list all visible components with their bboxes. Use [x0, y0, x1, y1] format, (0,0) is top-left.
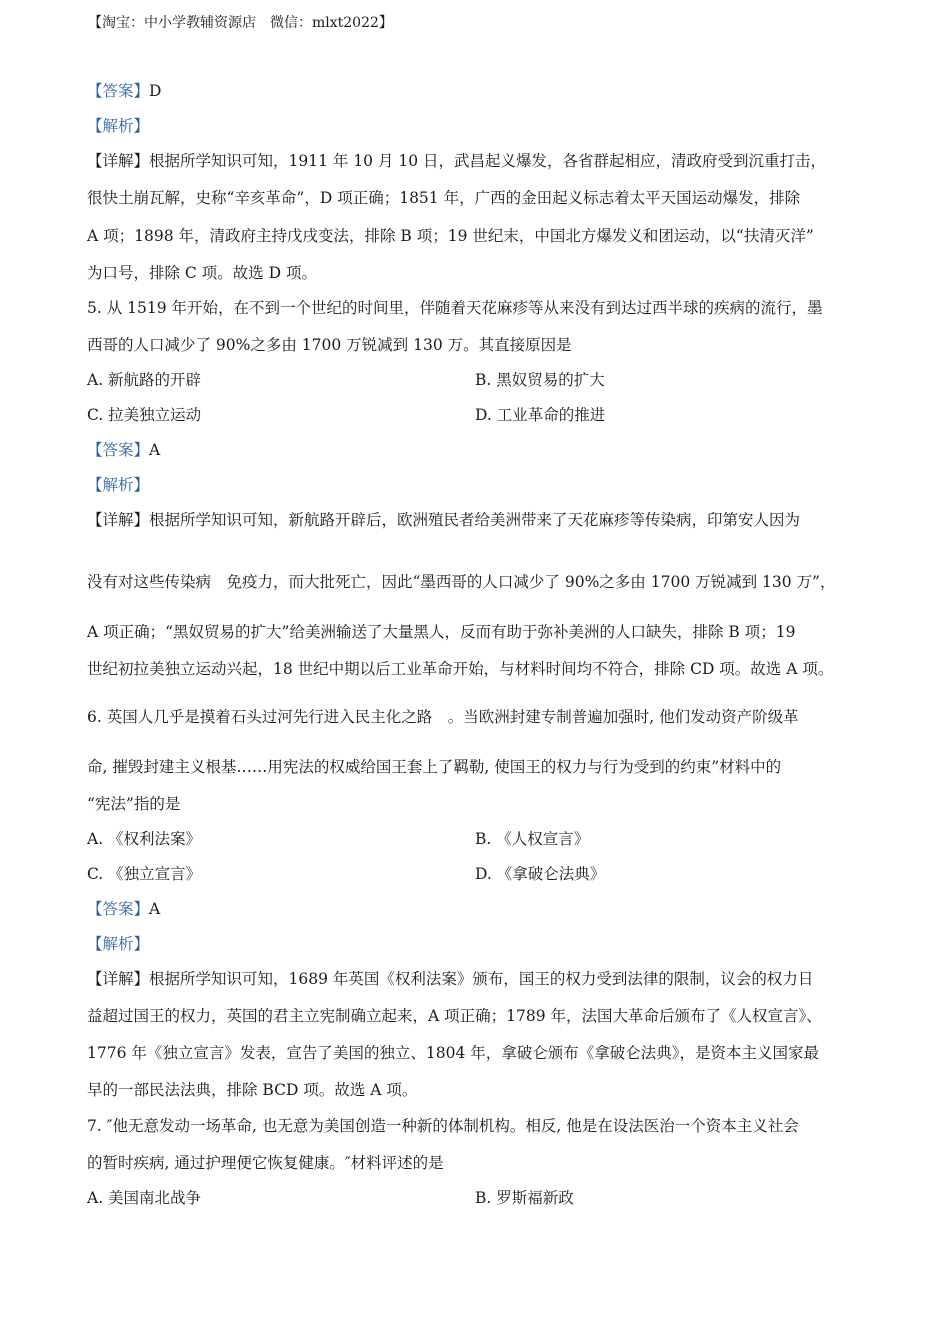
q4-detail-line: A 项；1898 年，清政府主持戊戌变法，排除 B 项；19 世纪末，中国北方爆发义和团运动，以“扶清灭洋” [87, 227, 814, 245]
answer-tag: 【答案】 [87, 82, 150, 100]
q6-analysis-tag: 【解析】 [87, 935, 150, 953]
q7-stem-line: 的暂时疾病, 通过护理便它恢复健康。″材料评述的是 [87, 1154, 444, 1172]
q6-stem-line: 6. 英国人几乎是摸着石头过河先行进入民主化之路 。当欧洲封建专制普遍加强时, 他们发动资产阶级革 [87, 708, 799, 726]
q6-option-d: D. 《拿破仑法典》 [475, 865, 606, 883]
q5-answer [87, 439, 160, 461]
q6-detail-line: 早的一部民法法典，排除 BCD 项。故选 A 项。 [87, 1081, 418, 1099]
answer-value: D [149, 82, 162, 100]
q5-option-d: D. 工业革命的推进 [475, 406, 606, 424]
q4-detail-line: 很快土崩瓦解，史称“辛亥革命”，D 项正确；1851 年，广西的金田起义标志着太平天国运动爆发，排除 [87, 189, 801, 207]
q5-stem-line: 西哥的人口减少了 90%之多由 1700 万锐减到 130 万。其直接原因是 [87, 336, 572, 354]
answer-tag: 【答案】 [87, 441, 150, 459]
q5-option-c: C. 拉美独立运动 [87, 406, 202, 424]
q6-option-c: C. 《独立宣言》 [87, 865, 202, 883]
q6-option-b: B. 《人权宣言》 [475, 830, 590, 848]
q6-stem-line: “宪法”指的是 [87, 795, 181, 813]
q6-detail-line: 1776 年《独立宣言》发表，宣告了美国的独立、1804 年，拿破仑颁布《拿破仑法典》，是资本主义国家最 [87, 1044, 819, 1062]
q5-analysis-tag: 【解析】 [87, 476, 150, 494]
detail-text: 根据所学知识可知，1689 年英国《权利法案》颁布，国王的权力受到法律的限制，议会的权力日 [149, 970, 814, 988]
q7-stem-line: 7. ″他无意发动一场革命, 也无意为美国创造一种新的体制机构。相反, 他是在设法医治一个资本主义社会 [87, 1117, 799, 1135]
answer-value: A [149, 441, 161, 459]
q4-answer [87, 80, 161, 102]
q5-detail-line: 世纪初拉美独立运动兴起，18 世纪中期以后工业革命开始，与材料时间均不符合，排除 CD 项。故选 A 项。 [87, 660, 834, 678]
answer-tag: 【答案】 [87, 900, 150, 918]
q6-stem-line: 命, 摧毁封建主义根基……用宪法的权威给国王套上了羁勒, 使国王的权力与行为受到的约束”材料中的 [87, 758, 782, 776]
q5-detail-line: 没有对这些传染病 免疫力，而大批死亡，因此“墨西哥的人口减少了 90%之多由 1700 万锐减到 130 万”， [87, 573, 836, 591]
q4-detail-line [87, 150, 826, 172]
q6-detail-line: 益超过国王的权力，英国的君主立宪制确立起来，A 项正确；1789 年，法国大革命后颁布了《人权宣言》、 [87, 1007, 822, 1025]
q7-option-a: A. 美国南北战争 [87, 1189, 202, 1207]
q5-detail-line: A 项正确；“黑奴贸易的扩大”给美洲输送了大量黑人，反而有助于弥补美洲的人口缺失，排除 B 项；19 [87, 623, 796, 641]
q5-option-a: A. 新航路的开辟 [87, 371, 202, 389]
page-header: 【淘宝：中小学教辅资源店 微信：mlxt2022】 [88, 15, 393, 31]
detail-text: 根据所学知识可知，新航路开辟后，欧洲殖民者给美洲带来了天花麻疹等传染病，印第安人因为 [149, 511, 801, 529]
detail-tag: 【详解】 [87, 511, 150, 529]
q6-detail-line [87, 968, 813, 990]
detail-text: 根据所学知识可知，1911 年 10 月 10 日，武昌起义爆发，各省群起相应，清政府受到沉重打击， [149, 152, 827, 170]
q6-option-a: A. 《权利法案》 [87, 830, 202, 848]
q4-detail-line: 为口号，排除 C 项。故选 D 项。 [87, 264, 317, 282]
q6-answer [87, 898, 160, 920]
q4-analysis-tag: 【解析】 [87, 117, 150, 135]
q5-option-b: B. 黑奴贸易的扩大 [475, 371, 605, 389]
detail-tag: 【详解】 [87, 152, 150, 170]
answer-value: A [149, 900, 161, 918]
q5-detail-line [87, 509, 800, 531]
detail-tag: 【详解】 [87, 970, 150, 988]
q7-option-b: B. 罗斯福新政 [475, 1189, 574, 1207]
q5-stem-line: 5. 从 1519 年开始，在不到一个世纪的时间里，伴随着天花麻疹等从来没有到达过西半球的疾病的流行，墨 [87, 299, 823, 317]
